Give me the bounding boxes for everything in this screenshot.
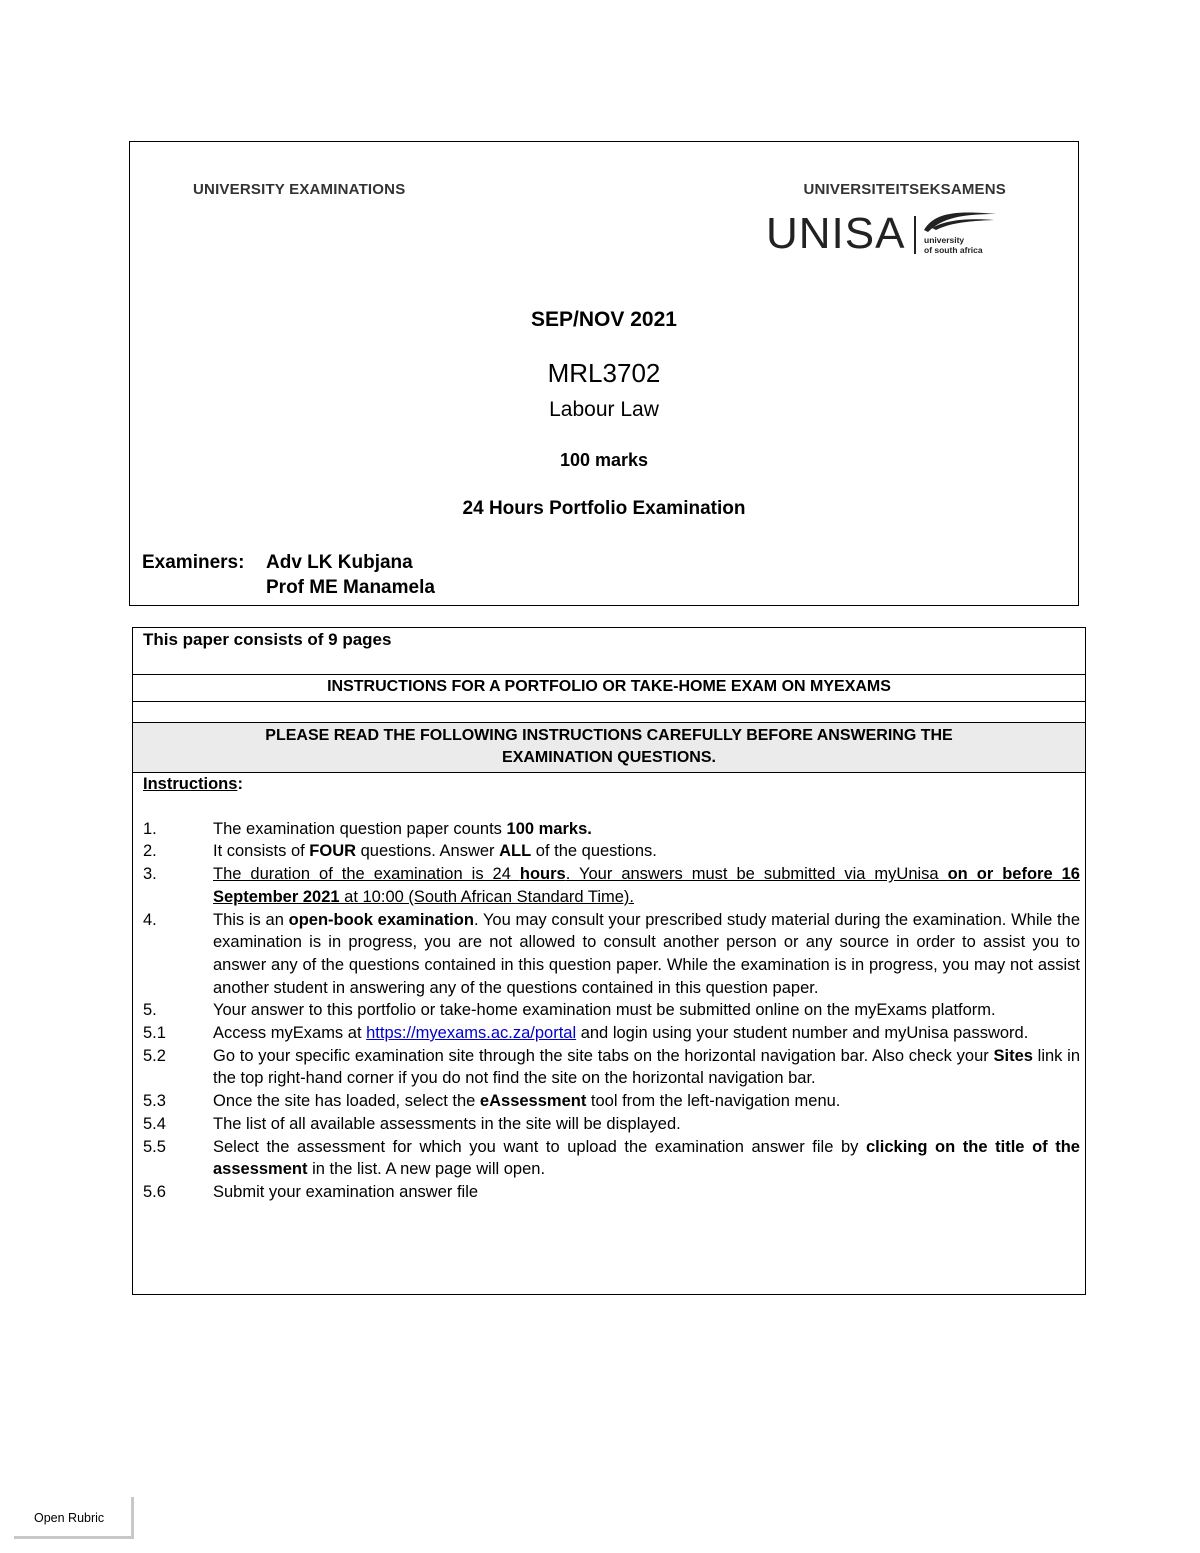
notice-line: PLEASE READ THE FOLLOWING INSTRUCTIONS CAREFULLY BEFORE ANSWERING THE [265, 727, 953, 744]
header-universiteitseksamens: UNIVERSITEITSEKSAMENS [803, 181, 1006, 198]
header-university-examinations: UNIVERSITY EXAMINATIONS [193, 181, 406, 198]
instructions-box [132, 627, 1086, 1295]
list-item: 5.3 Once the site has loaded, select the eAssessment tool from the left-navigation menu. [143, 1092, 841, 1111]
examiners-block [142, 550, 435, 600]
logo-sub-line2: of south africa [924, 245, 983, 255]
myexams-portal-link[interactable]: https://myexams.ac.za/portal [366, 1024, 577, 1043]
exam-session: SEP/NOV 2021 [531, 308, 677, 331]
logo-subtitle [924, 235, 983, 255]
instructions-heading: Instructions: [143, 775, 243, 793]
cover-box [129, 141, 1079, 606]
unisa-logo [766, 208, 1006, 262]
list-item: 5.6 Submit your examination answer file [143, 1182, 479, 1201]
list-item: 5.4 The list of all available assessments in the site will be displayed. [143, 1114, 681, 1133]
instructions-body [133, 773, 1085, 1204]
exam-type: 24 Hours Portfolio Examination [462, 498, 746, 519]
list-item: 2. It consists of FOUR questions. Answer ALL of the questions. [143, 842, 657, 861]
instructions-title: INSTRUCTIONS FOR A PORTFOLIO OR TAKE-HOME EXAM ON MYEXAMS [133, 675, 1085, 702]
page-count: This paper consists of 9 pages [133, 628, 1085, 675]
logo-swoosh-icon [922, 208, 998, 234]
logo-divider [914, 216, 916, 254]
examiner-name: Prof ME Manamela [266, 577, 435, 598]
list-item: 5.5 Select the assessment for which you want to upload the examination answer file by clicking on the title of the assessment in the list. A new page will open. [143, 1137, 1080, 1179]
list-item: 4. This is an open-book examination. You may consult your prescribed study material during the examination. While the examination is in progress, you are not allowed to consult another person or any source in order to assist you to answer any of the questions contained in this question paper. While the examination is in progress, you may not assist another student in answering any of the questions contained in this question paper. [143, 910, 1080, 997]
read-carefully-notice [133, 723, 1085, 773]
logo-sub-line1: university [924, 235, 965, 245]
list-item: 1. The examination question paper counts 100 marks. [143, 819, 592, 838]
open-rubric-button[interactable]: Open Rubric [14, 1497, 134, 1539]
list-item: 3. The duration of the examination is 24 hours. Your answers must be submitted via myUnisa on or before 16 September 2021 at 10:00 (South African Standard Time). [143, 865, 1080, 906]
examiners-label: Examiners: [142, 552, 245, 573]
examiner-name: Adv LK Kubjana [266, 552, 413, 573]
list-item: 5.1 Access myExams at https://myexams.ac.za/portal and login using your student number and myUnisa password. [143, 1024, 1029, 1043]
list-item: 5. Your answer to this portfolio or take-home examination must be submitted online on the myExams platform. [143, 1001, 996, 1020]
module-name: Labour Law [549, 398, 659, 421]
blank-row [133, 702, 1085, 723]
list-item: 5.2 Go to your specific examination site through the site tabs on the horizontal navigation bar. Also check your Sites link in the top right-hand corner if you do not find the site on the horizontal navigation bar. [143, 1046, 1080, 1088]
logo-wordmark: UNISA [766, 209, 906, 258]
module-code: MRL3702 [547, 358, 661, 388]
total-marks: 100 marks [559, 450, 649, 470]
notice-line: EXAMINATION QUESTIONS. [502, 749, 716, 766]
